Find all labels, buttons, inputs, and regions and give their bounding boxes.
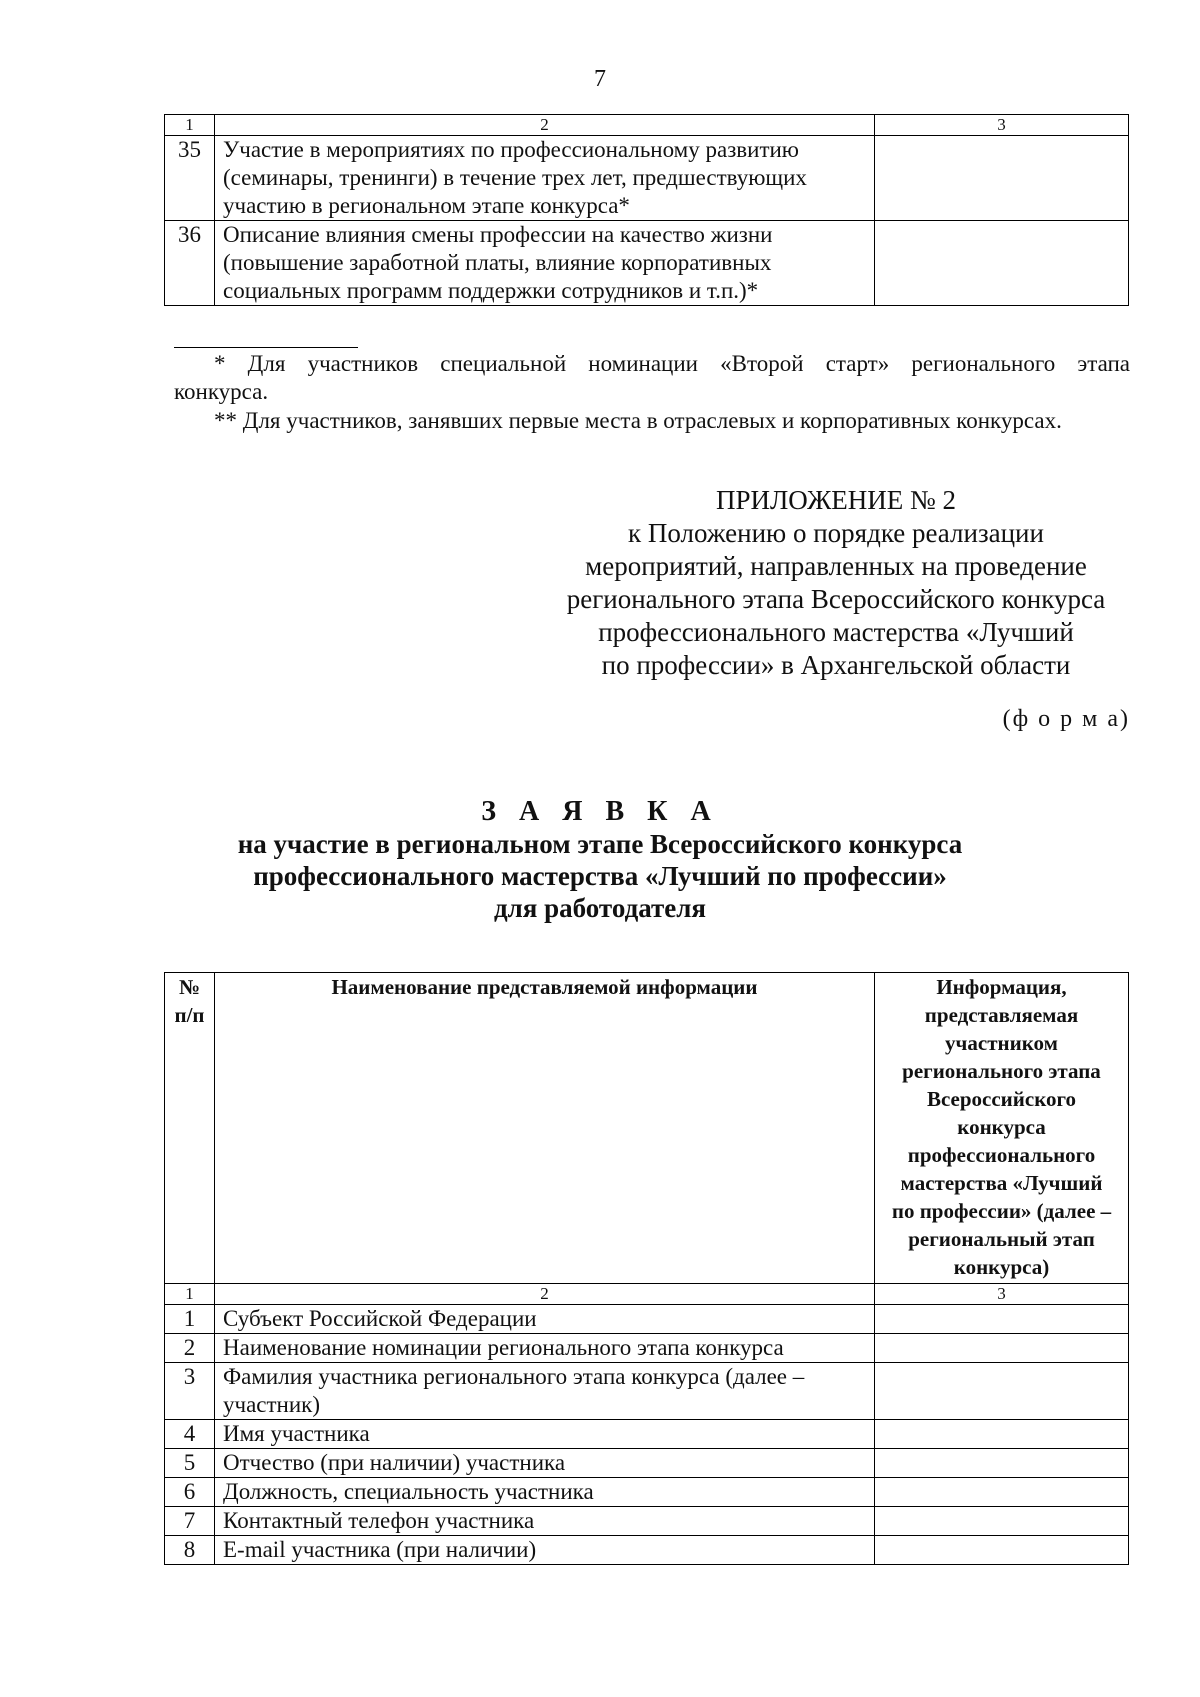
row-label (215, 136, 875, 221)
header-text: региональный этап (908, 1227, 1095, 1251)
table-row (165, 1507, 1129, 1536)
row-label-line: E-mail участника (при наличии) (223, 1537, 537, 1562)
table-row (165, 1305, 1129, 1334)
header-text: профессионального (907, 1143, 1096, 1167)
table-row (165, 1449, 1129, 1478)
row-value-cell[interactable] (875, 1536, 1129, 1565)
row-value-cell[interactable] (875, 136, 1129, 221)
row-label (215, 1305, 875, 1334)
table-row (165, 1478, 1129, 1507)
row-label-line: социальных программ поддержки сотрудников и т.п.)* (223, 278, 759, 303)
form-label: (ф о р м а) (1002, 706, 1130, 732)
row-label-line: участник) (223, 1392, 320, 1417)
header-text: участником (945, 1031, 1058, 1055)
row-value-cell[interactable] (875, 1478, 1129, 1507)
row-label-line: участию в региональном этапе конкурса* (223, 193, 630, 218)
row-label-line: (повышение заработной платы, влияние корпоративных (223, 250, 772, 275)
row-label (215, 1536, 875, 1565)
header-text: мастерства «Лучший (900, 1171, 1103, 1195)
row-value-cell[interactable] (875, 1334, 1129, 1363)
row-label-line: Контактный телефон участника (223, 1508, 535, 1533)
title-line: на участие в региональном этапе Всероссийского конкурса (237, 829, 963, 859)
row-label-line: Описание влияния смены профессии на качество жизни (223, 222, 773, 247)
header-info-col (875, 973, 1129, 1284)
row-number: 3 (165, 1363, 215, 1420)
row-number: 4 (165, 1420, 215, 1449)
continuation-table (164, 114, 1129, 306)
row-value-cell[interactable] (875, 1449, 1129, 1478)
row-value-cell[interactable] (875, 1363, 1129, 1420)
row-label (215, 221, 875, 306)
table-header-row (165, 973, 1129, 1284)
col-number: 1 (165, 115, 215, 136)
table-row (165, 221, 1129, 306)
annex-line: регионального этапа Всероссийского конкурса (566, 584, 1106, 614)
page-number: 7 (594, 66, 606, 92)
row-label (215, 1420, 875, 1449)
annex-line: мероприятий, направленных на проведение (585, 551, 1087, 581)
row-number: 8 (165, 1536, 215, 1565)
row-value-cell[interactable] (875, 1507, 1129, 1536)
row-number: 36 (165, 221, 215, 306)
header-number-col (165, 973, 215, 1284)
footnote-2: ** Для участников, занявших первые места в отраслевых и корпоративных конкурсах. (214, 408, 1062, 433)
table-row (165, 1536, 1129, 1565)
header-text: по профессии» (далее – (891, 1199, 1112, 1223)
row-label (215, 1478, 875, 1507)
title-heading: З А Я В К А (481, 796, 719, 827)
header-text: конкурса (957, 1115, 1046, 1139)
row-number: 2 (165, 1334, 215, 1363)
row-label-line: Наименование номинации регионального этапа конкурса (223, 1335, 784, 1360)
row-number: 1 (165, 1305, 215, 1334)
row-label-line: Фамилия участника регионального этапа конкурса (далее – (223, 1364, 805, 1389)
row-label-line: Должность, специальность участника (223, 1479, 594, 1504)
annex-line: по профессии» в Архангельской области (601, 650, 1071, 680)
col-number: 2 (215, 115, 875, 136)
annex-line: к Положению о порядке реализации (628, 518, 1044, 548)
table-row (165, 1420, 1129, 1449)
header-name-col (215, 973, 875, 1284)
annex-header (548, 484, 1124, 682)
application-table (164, 972, 1129, 1565)
row-number: 6 (165, 1478, 215, 1507)
row-label-line: Субъект Российской Федерации (223, 1306, 537, 1331)
row-number: 5 (165, 1449, 215, 1478)
row-label (215, 1507, 875, 1536)
col-number: 2 (215, 1284, 875, 1305)
table-row (165, 136, 1129, 221)
header-text: № (178, 975, 201, 999)
footnote-divider (174, 347, 358, 348)
row-number: 7 (165, 1507, 215, 1536)
header-text: регионального этапа (902, 1059, 1101, 1083)
title-line: профессионального мастерства «Лучший по профессии» (253, 861, 947, 891)
table-row (165, 1334, 1129, 1363)
col-number: 3 (875, 1284, 1129, 1305)
annex-title: ПРИЛОЖЕНИЕ № 2 (715, 485, 957, 515)
title-line: для работодателя (493, 893, 707, 923)
header-text: п/п (174, 1003, 205, 1027)
application-title (0, 796, 1200, 924)
row-label-line: Отчество (при наличии) участника (223, 1450, 566, 1475)
header-text: представляемая (924, 1003, 1079, 1027)
row-label (215, 1334, 875, 1363)
row-value-cell[interactable] (875, 1305, 1129, 1334)
row-label-line: (семинары, тренинги) в течение трех лет, предшествующих (223, 165, 807, 190)
row-value-cell[interactable] (875, 1420, 1129, 1449)
table-row (165, 1363, 1129, 1420)
table-column-numbers (165, 1284, 1129, 1305)
header-text: Наименование представляемой информации (331, 975, 758, 999)
row-label (215, 1363, 875, 1420)
row-label-line: Участие в мероприятиях по профессиональному развитию (223, 137, 799, 162)
table-column-numbers (165, 115, 1129, 136)
footnote-1-continuation: конкурса. (174, 379, 269, 404)
annex-line: профессионального мастерства «Лучший (598, 617, 1074, 647)
footnote-1: * Для участников специальной номинации «Второй старт» регионального этапа (214, 351, 1130, 376)
header-text: конкурса) (953, 1255, 1050, 1279)
col-number: 1 (165, 1284, 215, 1305)
row-number: 35 (165, 136, 215, 221)
row-label-line: Имя участника (223, 1421, 370, 1446)
header-text: Информация, (936, 975, 1067, 999)
row-value-cell[interactable] (875, 221, 1129, 306)
col-number: 3 (875, 115, 1129, 136)
row-label (215, 1449, 875, 1478)
header-text: Всероссийского (926, 1087, 1077, 1111)
